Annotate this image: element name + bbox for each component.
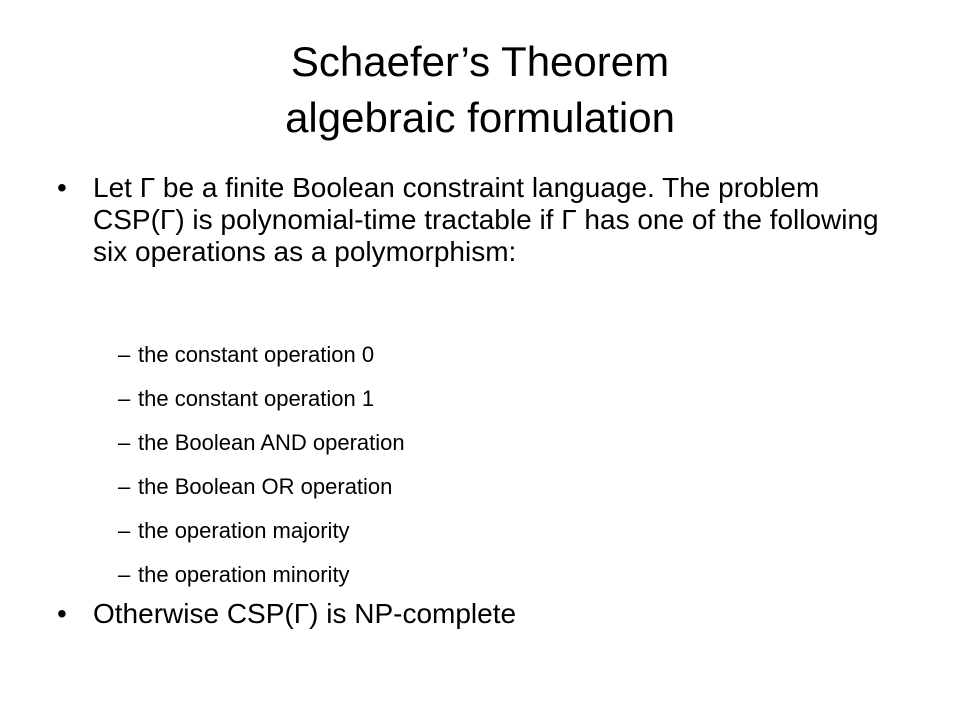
list-item (118, 474, 878, 518)
dash-icon: – (118, 430, 131, 455)
bullet-icon: • (57, 172, 67, 203)
bullet-text: Otherwise CSP(Γ) is NP-complete (93, 598, 517, 629)
list-item (118, 430, 878, 474)
bullet-item-otherwise (57, 598, 917, 630)
title-line-2: algebraic formulation (285, 94, 675, 141)
slide-title (0, 34, 960, 146)
bullet-text: Let Γ be a finite Boolean constraint language. The problem CSP(Γ) is polynomial-time tractable if Γ has one of the following six operations as a polymorphism: (93, 172, 879, 267)
dash-icon: – (118, 474, 131, 499)
list-item-text: the operation majority (138, 518, 350, 543)
dash-icon: – (118, 562, 131, 587)
list-item (118, 386, 878, 430)
dash-icon: – (118, 518, 131, 543)
list-item-text: the Boolean OR operation (138, 474, 393, 499)
operations-list (118, 342, 878, 606)
list-item (118, 342, 878, 386)
title-line-1: Schaefer’s Theorem (290, 38, 670, 85)
bullet-item-theorem (57, 172, 917, 268)
list-item-text: the operation minority (138, 562, 350, 587)
list-item (118, 518, 878, 562)
bullet-icon: • (57, 598, 67, 629)
dash-icon: – (118, 342, 131, 367)
list-item-text: the Boolean AND operation (138, 430, 405, 455)
list-item-text: the constant operation 0 (138, 342, 375, 367)
list-item-text: the constant operation 1 (138, 386, 375, 411)
dash-icon: – (118, 386, 131, 411)
